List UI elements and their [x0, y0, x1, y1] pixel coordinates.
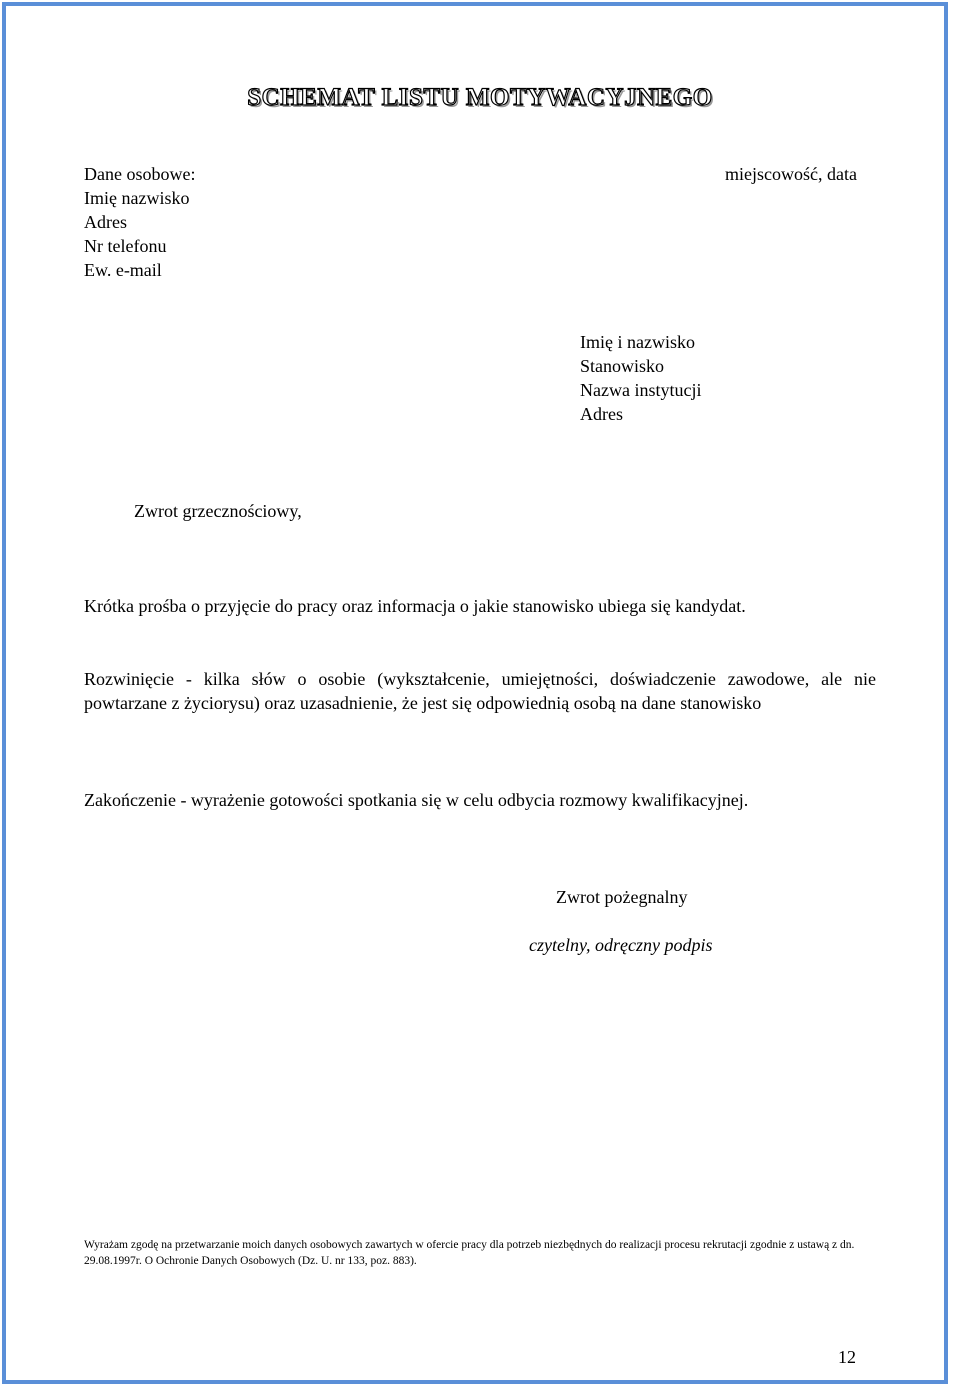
conclusion-paragraph: Zakończenie - wyrażenie gotowości spotkania się w celu odbycia rozmowy kwalifikacyjnej.	[84, 790, 749, 810]
sender-line: Dane osobowe:	[84, 164, 196, 184]
recipient-line: Stanowisko	[580, 356, 665, 376]
recipient-line: Imię i nazwisko	[580, 332, 695, 352]
document-title: SCHEMAT LISTU MOTYWACYJNEGO	[247, 84, 713, 111]
signature-placeholder: czytelny, odręczny podpis	[529, 935, 713, 955]
development-paragraph: Rozwinięcie - kilka słów o osobie (wykształcenie, umiejętności, doświadczenie zawodowe, ale nie powtarzane z życiorysu) oraz uzasadnienie, że jest się odpowiednią osobą na dane stanowisko	[84, 669, 876, 713]
recipient-line: Nazwa instytucji	[580, 380, 702, 400]
closing-phrase: Zwrot pożegnalny	[556, 887, 688, 907]
sender-block	[84, 162, 195, 282]
data-consent-clause: Wyrażam zgodę na przetwarzanie moich danych osobowych zawartych w ofercie pracy dla potrzeb niezbędnych do realizacji procesu rekrutacji zgodnie z ustawą z dn. 29.08.1997r. O Ochronie Danych Osobowych (Dz. U. nr 133, poz. 883).	[84, 1239, 855, 1267]
page-number: 12	[838, 1347, 856, 1367]
sender-line: Ew. e-mail	[84, 260, 162, 280]
place-date: miejscowość, data	[725, 164, 857, 184]
intro-paragraph: Krótka prośba o przyjęcie do pracy oraz informacja o jakie stanowisko ubiega się kandydat.	[84, 596, 746, 616]
recipient-line: Adres	[580, 404, 623, 424]
sender-line: Imię nazwisko	[84, 188, 190, 208]
sender-line: Nr telefonu	[84, 236, 167, 256]
sender-line: Adres	[84, 212, 127, 232]
recipient-block	[580, 330, 701, 426]
salutation: Zwrot grzecznościowy,	[134, 501, 302, 521]
